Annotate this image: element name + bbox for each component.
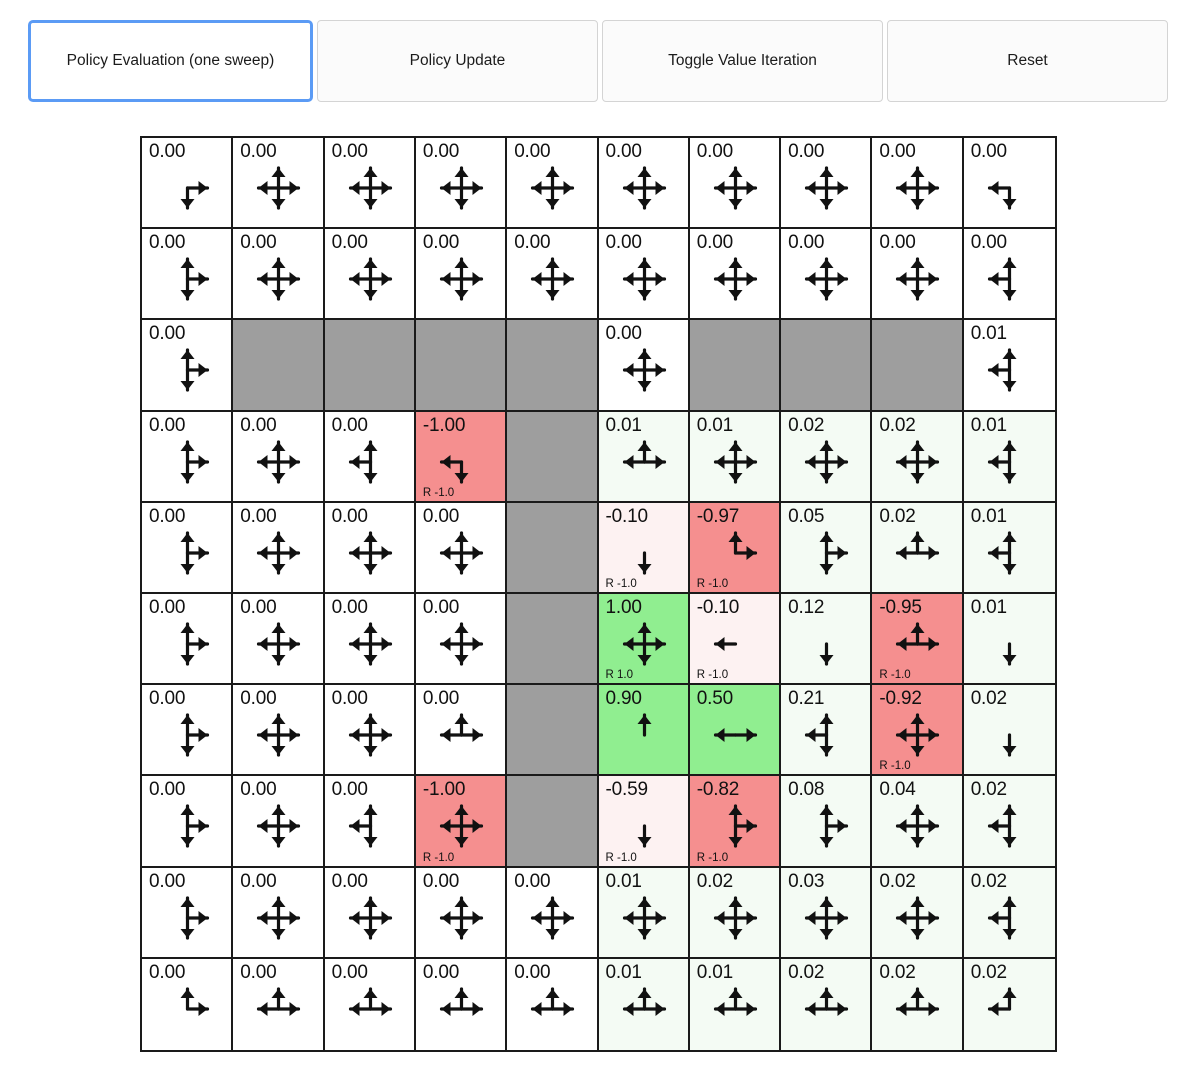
grid-cell[interactable] <box>416 776 507 867</box>
grid-cell[interactable] <box>142 594 233 685</box>
policy-arrows-icon <box>325 138 414 227</box>
policy-arrows-icon <box>964 229 1055 318</box>
grid-cell-wall <box>325 320 416 411</box>
grid-cell[interactable] <box>690 138 781 229</box>
cell-value: 0.00 <box>149 870 186 892</box>
grid-cell[interactable] <box>872 138 963 229</box>
grid-cell[interactable] <box>142 776 233 867</box>
policy-arrows-icon <box>233 959 322 1050</box>
grid-cell[interactable] <box>690 685 781 776</box>
policy-arrows-icon <box>233 503 322 592</box>
cell-value: 0.00 <box>149 505 186 527</box>
policy-arrows-icon <box>507 229 596 318</box>
policy-arrows-icon <box>781 685 870 774</box>
cell-value: 0.00 <box>331 141 368 162</box>
policy-arrows-icon <box>233 138 322 227</box>
grid-cell[interactable] <box>233 412 324 503</box>
cell-value: 0.00 <box>422 505 460 527</box>
grid-cell[interactable] <box>325 138 416 229</box>
grid-cell[interactable] <box>964 685 1055 776</box>
grid-cell[interactable] <box>872 412 963 503</box>
cell-value: 0.00 <box>331 414 368 436</box>
policy-arrows-icon <box>964 138 1055 227</box>
policy-arrows-icon <box>325 685 414 774</box>
grid-cell[interactable] <box>690 594 781 685</box>
policy-arrows-icon <box>507 138 596 227</box>
grid-cell[interactable] <box>599 503 690 594</box>
cell-value: 0.00 <box>149 596 186 618</box>
policy-arrows-icon <box>142 229 231 318</box>
cell-value: 0.08 <box>788 779 825 801</box>
policy-arrows-icon <box>872 138 961 227</box>
toolbar-button-label: Policy Update <box>409 52 506 69</box>
grid-cell[interactable] <box>872 685 963 776</box>
cell-value: 0.00 <box>422 870 460 892</box>
grid-cell[interactable] <box>325 868 416 959</box>
grid-cell[interactable] <box>325 229 416 320</box>
cell-value: 0.00 <box>422 141 460 162</box>
grid-cell[interactable] <box>142 868 233 959</box>
cell-value: 0.00 <box>514 232 551 254</box>
cell-value: 0.00 <box>149 232 186 254</box>
policy-arrows-icon <box>233 412 322 501</box>
grid-cell[interactable] <box>964 594 1055 685</box>
policy-arrows-icon <box>599 959 688 1050</box>
cell-reward-label: R -1.0 <box>422 851 455 864</box>
policy-arrows-icon <box>872 229 961 318</box>
grid-cell[interactable] <box>690 776 781 867</box>
grid-cell-wall <box>416 320 507 411</box>
cell-value: 0.00 <box>240 414 277 436</box>
toolbar-button-label: Policy Evaluation (one sweep) <box>66 52 275 69</box>
cell-value: 0.01 <box>696 961 733 983</box>
policy-arrows-icon <box>781 594 870 683</box>
grid-cell-wall <box>507 776 598 867</box>
grid-cell-wall <box>507 320 598 411</box>
cell-value: 0.02 <box>879 870 916 892</box>
cell-value: 0.00 <box>331 232 368 254</box>
cell-value: 0.00 <box>514 141 551 162</box>
cell-value: 0.00 <box>970 141 1007 162</box>
cell-value: 0.02 <box>879 414 916 436</box>
grid-cell[interactable] <box>599 776 690 867</box>
cell-value: 0.03 <box>788 870 825 892</box>
cell-value: 0.00 <box>240 505 277 527</box>
policy-arrows-icon <box>781 776 870 865</box>
cell-value: 0.00 <box>149 688 186 710</box>
grid-cell[interactable] <box>325 959 416 1050</box>
cell-value: 0.00 <box>331 596 368 618</box>
grid-cell[interactable] <box>964 776 1055 867</box>
grid-cell[interactable] <box>599 412 690 503</box>
cell-value: 0.01 <box>970 505 1007 527</box>
cell-value: 0.02 <box>970 688 1007 710</box>
cell-value: 0.00 <box>331 961 368 983</box>
grid-cell-wall <box>507 503 598 594</box>
policy-arrows-icon <box>872 776 961 865</box>
toolbar <box>28 20 1168 102</box>
grid-cell[interactable] <box>781 412 872 503</box>
policy-arrows-icon <box>325 868 414 957</box>
grid-cell[interactable] <box>142 959 233 1050</box>
policy-arrows-icon <box>872 412 961 501</box>
policy-arrows-icon <box>964 776 1055 865</box>
cell-value: -0.97 <box>696 505 740 527</box>
grid-cell[interactable] <box>233 868 324 959</box>
grid-cell[interactable] <box>781 594 872 685</box>
cell-value: 0.00 <box>331 870 368 892</box>
cell-value: 0.00 <box>879 141 916 162</box>
policy-arrows-icon <box>233 685 322 774</box>
policy-arrows-icon <box>964 685 1055 774</box>
cell-value: 0.00 <box>788 141 825 162</box>
grid-cell[interactable] <box>142 503 233 594</box>
policy-arrows-icon <box>781 959 870 1050</box>
cell-value: 0.00 <box>422 596 460 618</box>
grid-cell[interactable] <box>964 868 1055 959</box>
grid-cell[interactable] <box>142 412 233 503</box>
toolbar-button-0[interactable] <box>28 20 313 102</box>
policy-arrows-icon <box>599 412 688 501</box>
grid-cell-wall <box>872 320 963 411</box>
grid-cell[interactable] <box>233 685 324 776</box>
grid-cell[interactable] <box>872 776 963 867</box>
cell-value: 0.00 <box>331 505 368 527</box>
grid-cell[interactable] <box>599 138 690 229</box>
grid-cell[interactable] <box>233 138 324 229</box>
policy-arrows-icon <box>325 503 414 592</box>
grid-cell-wall <box>507 685 598 776</box>
policy-arrows-icon <box>599 868 688 957</box>
policy-arrows-icon <box>690 412 779 501</box>
grid-cell[interactable] <box>142 229 233 320</box>
policy-arrows-icon <box>142 959 231 1050</box>
grid-cell[interactable] <box>690 503 781 594</box>
grid-cell[interactable] <box>507 229 598 320</box>
cell-value: -0.59 <box>605 779 648 801</box>
cell-value: 0.00 <box>331 688 368 710</box>
policy-arrows-icon <box>142 503 231 592</box>
grid-cell[interactable] <box>964 138 1055 229</box>
grid-cell[interactable] <box>416 868 507 959</box>
cell-value: 0.00 <box>240 688 277 710</box>
policy-arrows-icon <box>964 959 1055 1050</box>
cell-value: 0.01 <box>605 961 642 983</box>
grid-cell[interactable] <box>233 594 324 685</box>
cell-value: 0.02 <box>879 505 916 527</box>
grid-cell-wall <box>690 320 781 411</box>
grid-cell-wall <box>781 320 872 411</box>
grid-cell[interactable] <box>872 594 963 685</box>
grid-cell[interactable] <box>142 138 233 229</box>
policy-arrows-icon <box>416 503 505 592</box>
cell-value: 0.00 <box>422 688 460 710</box>
policy-arrows-icon <box>599 229 688 318</box>
grid-cell[interactable] <box>781 959 872 1050</box>
policy-arrows-icon <box>233 229 322 318</box>
policy-arrows-icon <box>690 685 779 774</box>
grid-cell[interactable] <box>416 138 507 229</box>
grid-cell[interactable] <box>872 868 963 959</box>
cell-value: 0.02 <box>696 870 733 892</box>
policy-arrows-icon <box>233 868 322 957</box>
policy-arrows-icon <box>599 320 688 409</box>
cell-reward-label: R -1.0 <box>605 577 637 590</box>
policy-arrows-icon <box>233 776 322 865</box>
cell-value: 0.00 <box>240 596 277 618</box>
cell-value: 0.01 <box>696 414 733 436</box>
grid-cell[interactable] <box>416 959 507 1050</box>
policy-arrows-icon <box>964 320 1055 409</box>
cell-value: -0.92 <box>879 688 922 710</box>
cell-value: -0.10 <box>605 505 648 527</box>
cell-value: 0.00 <box>149 141 186 162</box>
policy-arrows-icon <box>233 594 322 683</box>
cell-value: 0.00 <box>879 232 916 254</box>
cell-reward-label: R -1.0 <box>696 577 729 590</box>
cell-value: 0.00 <box>240 779 277 801</box>
policy-arrows-icon <box>416 594 505 683</box>
policy-arrows-icon <box>507 868 596 957</box>
policy-arrows-icon <box>690 138 779 227</box>
toolbar-button-3[interactable] <box>887 20 1168 102</box>
cell-value: 0.00 <box>240 870 277 892</box>
policy-arrows-icon <box>964 868 1055 957</box>
grid-cell[interactable] <box>781 868 872 959</box>
policy-arrows-icon <box>690 959 779 1050</box>
grid-cell[interactable] <box>964 320 1055 411</box>
cell-value: -1.00 <box>422 779 466 801</box>
grid-cell-wall <box>507 412 598 503</box>
grid-cell[interactable] <box>416 685 507 776</box>
cell-value: 0.00 <box>240 961 277 983</box>
policy-arrows-icon <box>142 138 231 227</box>
cell-value: 0.00 <box>788 232 825 254</box>
cell-value: 0.00 <box>149 779 186 801</box>
cell-value: 0.01 <box>605 870 642 892</box>
grid-cell[interactable] <box>416 594 507 685</box>
grid-cell[interactable] <box>872 229 963 320</box>
grid-cell[interactable] <box>599 594 690 685</box>
grid-cell[interactable] <box>599 320 690 411</box>
cell-value: 0.00 <box>696 141 733 162</box>
cell-value: 0.05 <box>788 505 825 527</box>
policy-arrows-icon <box>416 868 505 957</box>
grid-cell[interactable] <box>142 320 233 411</box>
grid-cell[interactable] <box>872 959 963 1050</box>
cell-value: 0.50 <box>696 688 733 710</box>
cell-value: 0.90 <box>605 688 642 710</box>
cell-value: 0.02 <box>879 961 916 983</box>
grid-cell[interactable] <box>233 229 324 320</box>
cell-value: 0.02 <box>970 870 1007 892</box>
grid-cell[interactable] <box>781 503 872 594</box>
cell-value: 0.00 <box>149 961 186 983</box>
cell-value: 0.00 <box>514 961 551 983</box>
policy-arrows-icon <box>964 412 1055 501</box>
policy-arrows-icon <box>325 229 414 318</box>
cell-value: 0.00 <box>605 323 642 345</box>
policy-arrows-icon <box>781 229 870 318</box>
cell-value: 0.00 <box>149 323 186 345</box>
grid-cell[interactable] <box>233 503 324 594</box>
cell-reward-label: R 1.0 <box>605 669 633 682</box>
cell-value: 0.02 <box>788 961 825 983</box>
cell-value: 0.00 <box>240 232 277 254</box>
toolbar-button-2[interactable] <box>602 20 883 102</box>
policy-arrows-icon <box>781 868 870 957</box>
cell-value: 0.00 <box>422 232 460 254</box>
grid-cell[interactable] <box>325 503 416 594</box>
grid-cell[interactable] <box>781 229 872 320</box>
grid-cell[interactable] <box>690 229 781 320</box>
grid-cell[interactable] <box>781 138 872 229</box>
grid-cell-wall <box>507 594 598 685</box>
policy-arrows-icon <box>781 138 870 227</box>
grid-cell[interactable] <box>964 959 1055 1050</box>
cell-value: 0.01 <box>970 596 1007 618</box>
policy-arrows-icon <box>142 776 231 865</box>
grid-cell[interactable] <box>325 594 416 685</box>
cell-value: 0.21 <box>788 688 825 710</box>
policy-arrows-icon <box>416 229 505 318</box>
policy-arrows-icon <box>507 959 596 1050</box>
cell-value: -0.82 <box>696 779 740 801</box>
policy-arrows-icon <box>416 685 505 774</box>
grid-cell[interactable] <box>599 685 690 776</box>
policy-arrows-icon <box>142 412 231 501</box>
grid-cell[interactable] <box>964 229 1055 320</box>
cell-value: 0.00 <box>331 779 368 801</box>
policy-arrows-icon <box>872 503 961 592</box>
gridworld-grid[interactable] <box>140 136 1057 1052</box>
policy-arrows-icon <box>142 868 231 957</box>
policy-arrows-icon <box>325 959 414 1050</box>
grid-cell[interactable] <box>233 959 324 1050</box>
policy-arrows-icon <box>690 229 779 318</box>
grid-cell[interactable] <box>781 776 872 867</box>
grid-cell[interactable] <box>142 685 233 776</box>
cell-reward-label: R -1.0 <box>696 851 729 864</box>
cell-reward-label: R -1.0 <box>879 760 911 773</box>
cell-value: -0.95 <box>879 596 922 618</box>
grid-cell[interactable] <box>690 959 781 1050</box>
grid-cell[interactable] <box>599 229 690 320</box>
grid-cell[interactable] <box>416 412 507 503</box>
toolbar-button-label: Toggle Value Iteration <box>668 52 817 69</box>
cell-value: 0.00 <box>514 870 551 892</box>
cell-value: 1.00 <box>605 596 642 618</box>
grid-cell[interactable] <box>690 412 781 503</box>
grid-cell[interactable] <box>325 776 416 867</box>
policy-arrows-icon <box>599 685 688 774</box>
cell-value: 0.02 <box>970 961 1007 983</box>
cell-value: 0.04 <box>879 779 916 801</box>
grid-cell[interactable] <box>781 685 872 776</box>
cell-value: 0.01 <box>970 414 1007 436</box>
cell-value: 0.00 <box>696 232 733 254</box>
policy-arrows-icon <box>781 412 870 501</box>
grid-cell[interactable] <box>507 959 598 1050</box>
policy-arrows-icon <box>416 138 505 227</box>
cell-value: -0.10 <box>696 596 740 618</box>
cell-value: 0.00 <box>422 961 460 983</box>
policy-arrows-icon <box>781 503 870 592</box>
policy-arrows-icon <box>142 320 231 409</box>
grid-cell[interactable] <box>599 868 690 959</box>
policy-arrows-icon <box>599 138 688 227</box>
policy-arrows-icon <box>142 685 231 774</box>
grid-cell[interactable] <box>325 412 416 503</box>
cell-value: 0.01 <box>970 323 1007 345</box>
grid-cell[interactable] <box>964 412 1055 503</box>
cell-reward-label: R -1.0 <box>696 669 729 682</box>
grid-cell[interactable] <box>599 959 690 1050</box>
cell-value: 0.00 <box>240 141 277 162</box>
grid-cell[interactable] <box>416 503 507 594</box>
toolbar-button-label: Reset <box>1007 52 1048 69</box>
policy-arrows-icon <box>872 868 961 957</box>
grid-cell[interactable] <box>325 685 416 776</box>
cell-value: 0.00 <box>605 232 642 254</box>
grid-cell[interactable] <box>416 229 507 320</box>
cell-value: 0.12 <box>788 596 825 618</box>
policy-arrows-icon <box>142 594 231 683</box>
policy-arrows-icon <box>872 959 961 1050</box>
grid-cell[interactable] <box>690 868 781 959</box>
policy-arrows-icon <box>964 594 1055 683</box>
cell-value: 0.02 <box>788 414 825 436</box>
cell-value: 0.00 <box>970 232 1007 254</box>
grid-cell[interactable] <box>507 868 598 959</box>
policy-arrows-icon <box>325 412 414 501</box>
policy-arrows-icon <box>964 503 1055 592</box>
policy-arrows-icon <box>690 868 779 957</box>
cell-value: 0.02 <box>970 779 1007 801</box>
cell-reward-label: R -1.0 <box>605 851 637 864</box>
cell-value: 0.00 <box>149 414 186 436</box>
grid-cell[interactable] <box>233 776 324 867</box>
grid-cell-wall <box>233 320 324 411</box>
toolbar-button-1[interactable] <box>317 20 598 102</box>
cell-value: 0.01 <box>605 414 642 436</box>
cell-value: 0.00 <box>605 141 642 162</box>
policy-arrows-icon <box>325 776 414 865</box>
grid-cell[interactable] <box>964 503 1055 594</box>
grid-cell[interactable] <box>507 138 598 229</box>
cell-reward-label: R -1.0 <box>422 486 455 499</box>
cell-value: -1.00 <box>422 414 466 436</box>
grid-cell[interactable] <box>872 503 963 594</box>
policy-arrows-icon <box>325 594 414 683</box>
policy-arrows-icon <box>416 959 505 1050</box>
cell-reward-label: R -1.0 <box>879 669 911 682</box>
